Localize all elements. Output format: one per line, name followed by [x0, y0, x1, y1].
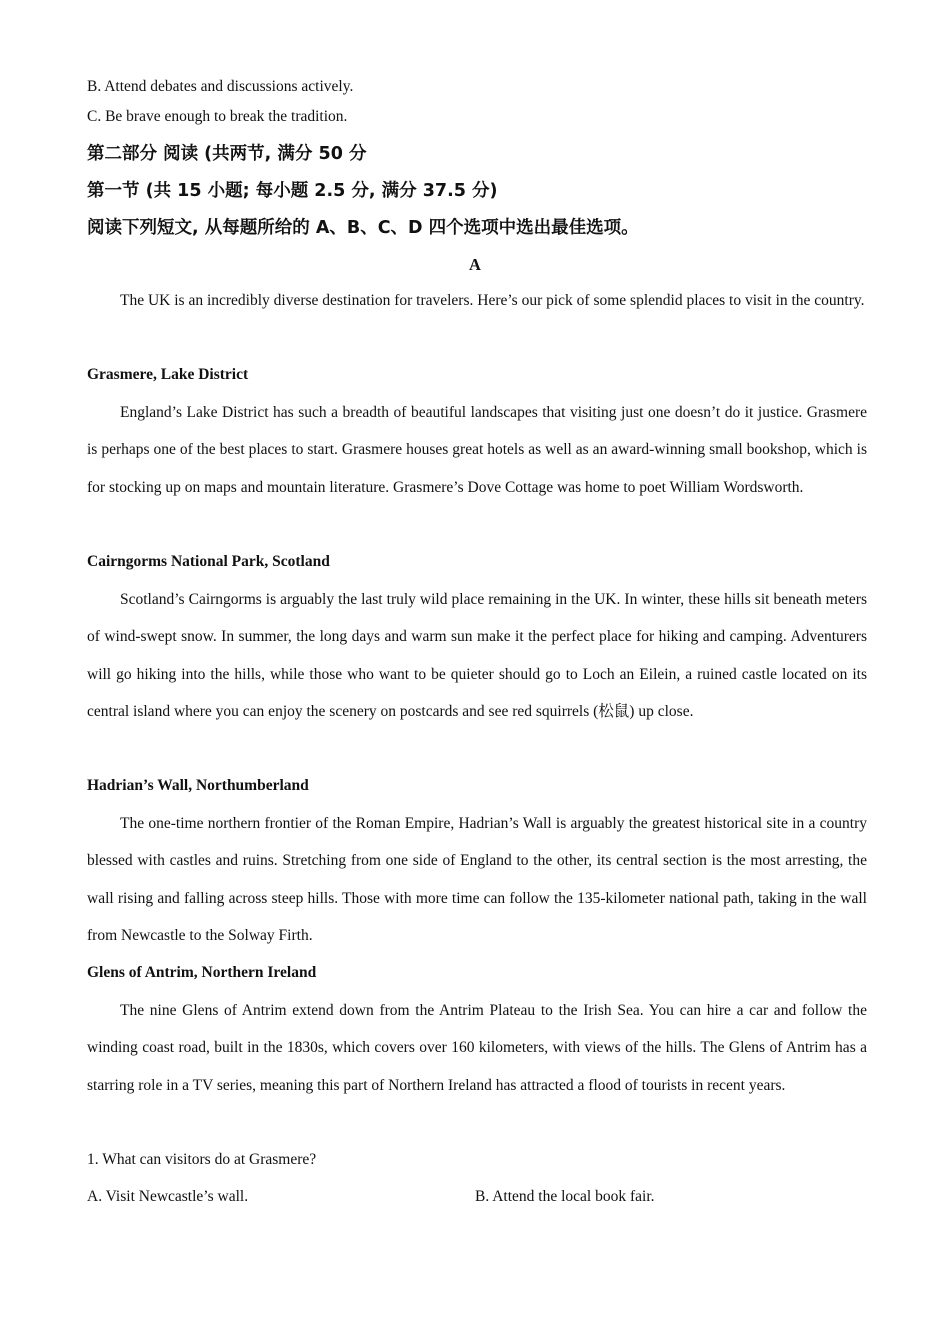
place-heading-grasmere: Grasmere, Lake District: [87, 366, 249, 383]
place-text-grasmere: England’s Lake District has such a breadth of beautiful landscapes that visiting just one doesn’t do it justice. Grasmere is perhaps one of the best places to start. Grasmere houses great hotels as well as an award-winning small bookshop, which is for stocking up on maps and mountain literature. Grasmere’s Dove Cottage was home to poet William Wordsworth.: [87, 404, 867, 496]
question-1-option-b[interactable]: B. Attend the local book fair.: [475, 1188, 655, 1205]
place-heading-cairngorms: Cairngorms National Park, Scotland: [87, 553, 330, 570]
part-title: 第二部分 阅读 (共两节, 满分 50 分: [87, 144, 367, 164]
place-text-glens-of-antrim: The nine Glens of Antrim extend down from the Antrim Plateau to the Irish Sea. You can hire a car and follow the winding coast road, built in the 1830s, which covers over 160 kilometers, with views of the hills. The Glens of Antrim has a starring role in a TV series, meaning this part of Northern Ireland has attracted a flood of tourists in recent years.: [87, 1002, 867, 1094]
previous-option-b: B. Attend debates and discussions actively.: [87, 78, 354, 95]
place-heading-glens-of-antrim: Glens of Antrim, Northern Ireland: [87, 964, 317, 981]
question-1-option-a[interactable]: A. Visit Newcastle’s wall.: [87, 1188, 249, 1205]
place-text-hadrians-wall: The one-time northern frontier of the Roman Empire, Hadrian’s Wall is arguably the greatest historical site in a country blessed with castles and ruins. Stretching from one side of England to the other, its central section is the most arresting, the wall rising and falling across steep hills. Those with more time can follow the 135-kilometer national path, taking in the wall from Newcastle to the Solway Firth.: [87, 815, 867, 945]
place-heading-hadrians-wall: Hadrian’s Wall, Northumberland: [87, 777, 309, 794]
passage-label: A: [469, 255, 481, 274]
place-text-cairngorms: Scotland’s Cairngorms is arguably the last truly wild place remaining in the UK. In winter, these hills sit beneath meters of wind-swept snow. In summer, the long days and warm sun make it the perfect place for hiking and camping. Adventurers will go hiking into the hills, while those who want to be quieter should go to Loch an Eilein, a ruined castle located on its central island where you can enjoy the scenery on postcards and see red squirrels (松鼠) up close.: [87, 591, 867, 721]
question-1-stem: 1. What can visitors do at Grasmere?: [87, 1151, 317, 1168]
passage-intro: The UK is an incredibly diverse destination for travelers. Here’s our pick of some splendid places to visit in the country.: [120, 292, 865, 309]
previous-option-c: C. Be brave enough to break the tradition.: [87, 108, 348, 125]
section-subtitle: 第一节 (共 15 小题; 每小题 2.5 分, 满分 37.5 分): [87, 181, 498, 201]
instructions: 阅读下列短文, 从每题所给的 A、B、C、D 四个选项中选出最佳选项。: [87, 218, 639, 238]
